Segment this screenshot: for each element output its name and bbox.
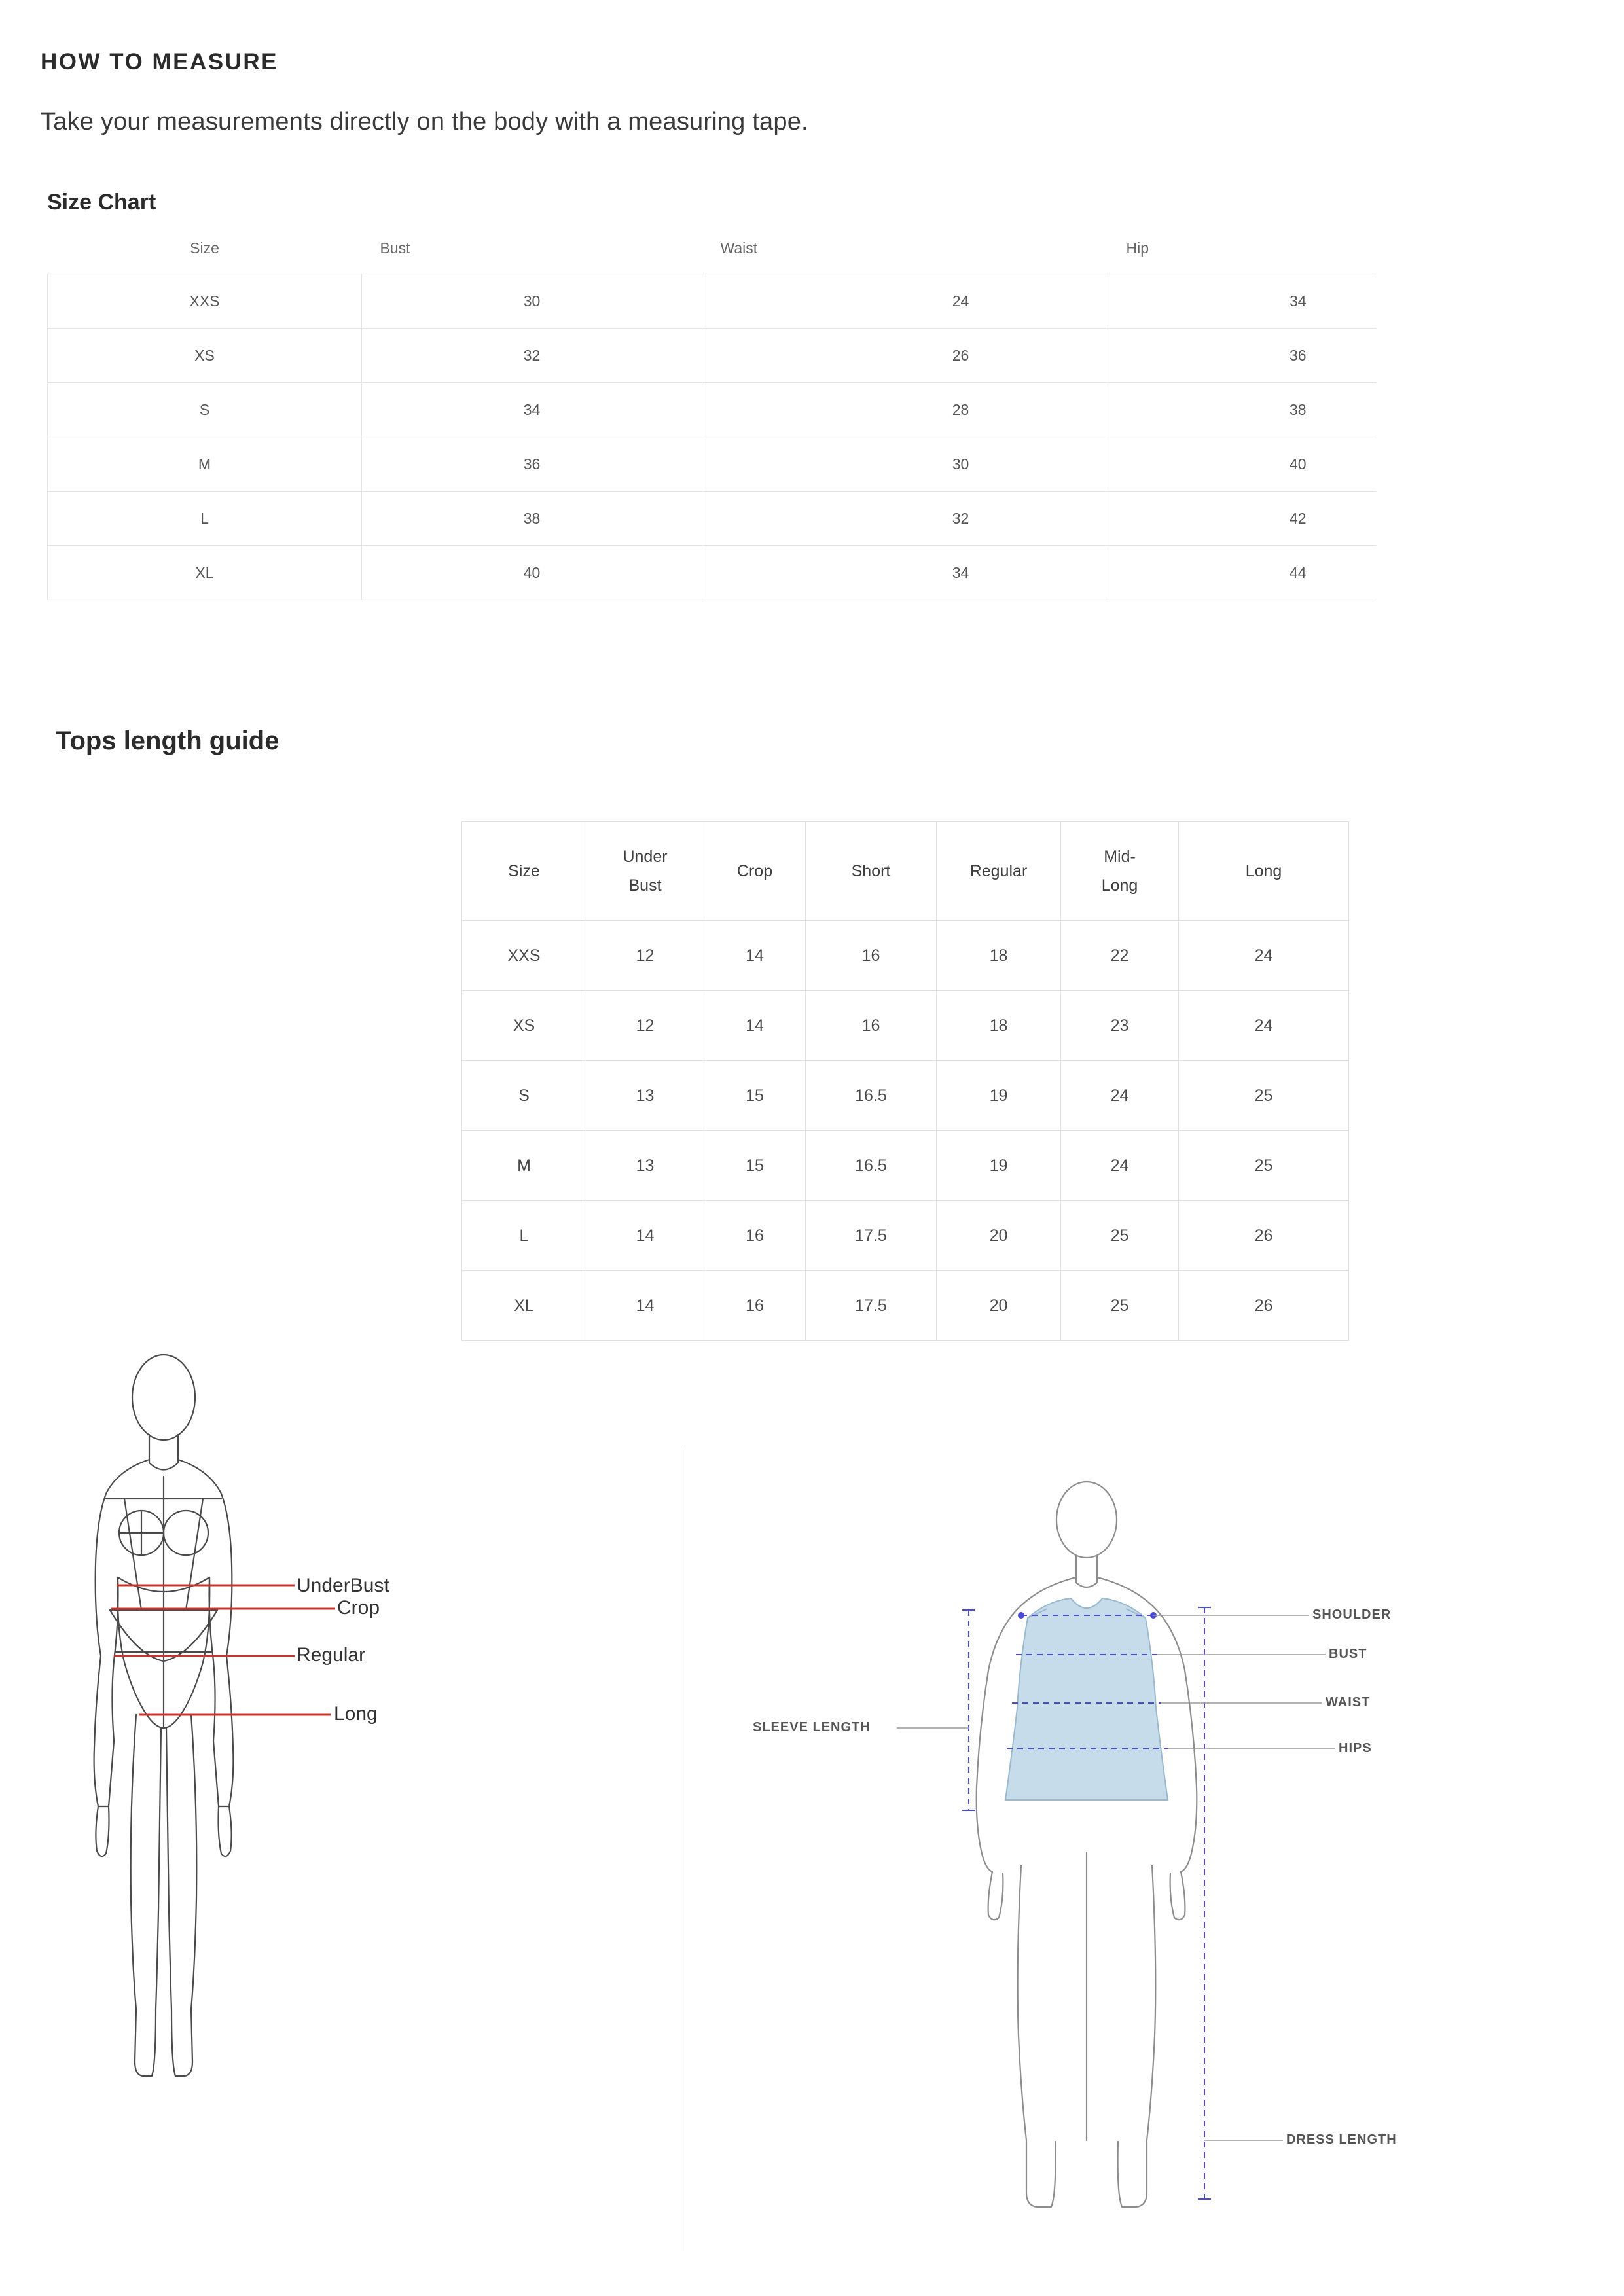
cell-mid-long: 22	[1061, 921, 1179, 991]
cell-hip: 34	[1108, 274, 1377, 329]
label-long: Long	[334, 1703, 378, 1725]
label-waist: WAIST	[1326, 1695, 1371, 1710]
right-arm	[213, 1656, 233, 1806]
female-body-diagram-svg	[79, 1348, 655, 2219]
size-chart-heading: Size Chart	[47, 190, 156, 215]
column-header-mid-long	[1061, 822, 1179, 921]
label-underbust: UnderBust	[297, 1575, 389, 1596]
table-row	[48, 437, 1377, 492]
table-row	[462, 991, 1349, 1061]
table-row	[462, 1271, 1349, 1341]
cell-short: 16.5	[806, 1131, 937, 1201]
cell-hip: 42	[1108, 492, 1377, 546]
cell-size: XL	[462, 1271, 586, 1341]
left-leg-outer	[131, 1715, 136, 2009]
column-header-regular: Regular	[937, 822, 1061, 921]
dress-measure-figure	[681, 1446, 1545, 2251]
cell-under-bust: 13	[586, 1061, 704, 1131]
cell-size: XXS	[48, 274, 362, 329]
cell-waist: 28	[702, 383, 1108, 437]
cell-size: XS	[462, 991, 586, 1061]
torso-right-outline	[178, 1460, 232, 1656]
under-bust-line-1: Under	[623, 848, 668, 866]
figure-divider	[681, 1446, 1545, 2251]
cell-under-bust: 14	[586, 1271, 704, 1341]
cell-long: 26	[1179, 1271, 1349, 1341]
cell-under-bust: 14	[586, 1201, 704, 1271]
cell-bust: 40	[362, 546, 702, 600]
cell-hip: 40	[1108, 437, 1377, 492]
mid-long-line-1: Mid-	[1104, 848, 1136, 866]
head-shape	[132, 1355, 195, 1440]
mid-long-line-2: Long	[1101, 876, 1138, 895]
left-foot	[135, 2009, 156, 2076]
table-row	[48, 274, 1377, 329]
size-chart-table	[47, 223, 1377, 600]
intro-text: Take your measurements directly on the body with a measuring tape.	[41, 108, 808, 135]
label-sleeve-length: SLEEVE LENGTH	[753, 1720, 871, 1734]
cell-long: 24	[1179, 921, 1349, 991]
column-header-crop: Crop	[704, 822, 806, 921]
column-header-hip: Hip	[1108, 223, 1377, 274]
table-row	[48, 383, 1377, 437]
label-crop: Crop	[337, 1597, 380, 1619]
cell-long: 24	[1179, 991, 1349, 1061]
cell-crop: 16	[704, 1271, 806, 1341]
column-header-bust: Bust	[362, 223, 702, 274]
cell-bust: 38	[362, 492, 702, 546]
cell-long: 25	[1179, 1061, 1349, 1131]
table-row	[462, 1131, 1349, 1201]
cell-size: XS	[48, 329, 362, 383]
cell-regular: 20	[937, 1201, 1061, 1271]
cell-crop: 14	[704, 921, 806, 991]
column-header-short: Short	[806, 822, 937, 921]
table-row	[48, 492, 1377, 546]
cell-regular: 18	[937, 921, 1061, 991]
page-title: HOW TO MEASURE	[41, 49, 278, 75]
cell-short: 17.5	[806, 1201, 937, 1271]
label-regular: Regular	[297, 1644, 366, 1666]
label-bust: BUST	[1329, 1647, 1367, 1661]
cell-bust: 32	[362, 329, 702, 383]
cell-crop: 15	[704, 1131, 806, 1201]
cell-long: 25	[1179, 1131, 1349, 1201]
cell-size: M	[462, 1131, 586, 1201]
cell-waist: 26	[702, 329, 1108, 383]
cell-hip: 44	[1108, 546, 1377, 600]
cell-hip: 36	[1108, 329, 1377, 383]
torso-left-outline	[96, 1460, 149, 1656]
cell-mid-long: 25	[1061, 1201, 1179, 1271]
cell-size: M	[48, 437, 362, 492]
table-header-row	[48, 223, 1377, 274]
right-leg-inner	[166, 1728, 171, 2009]
label-shoulder: SHOULDER	[1312, 1607, 1392, 1622]
column-header-under-bust	[586, 822, 704, 921]
cell-bust: 30	[362, 274, 702, 329]
cell-waist: 32	[702, 492, 1108, 546]
cell-size: L	[462, 1201, 586, 1271]
bust-circle-right	[164, 1511, 208, 1555]
cell-regular: 19	[937, 1131, 1061, 1201]
left-arm	[94, 1656, 114, 1806]
cell-short: 17.5	[806, 1271, 937, 1341]
left-hand	[96, 1806, 109, 1856]
tops-length-figure	[79, 1348, 655, 2219]
cell-long: 26	[1179, 1201, 1349, 1271]
cell-under-bust: 13	[586, 1131, 704, 1201]
cell-waist: 30	[702, 437, 1108, 492]
column-header-long: Long	[1179, 822, 1349, 921]
tops-length-guide-table	[461, 821, 1349, 1341]
cell-bust: 34	[362, 383, 702, 437]
tops-length-guide-heading: Tops length guide	[56, 726, 280, 755]
under-bust-line-2: Bust	[628, 876, 662, 895]
cell-regular: 20	[937, 1271, 1061, 1341]
right-leg-outer	[191, 1715, 196, 2009]
left-leg-inner	[156, 1728, 161, 2009]
cell-crop: 16	[704, 1201, 806, 1271]
cell-under-bust: 12	[586, 921, 704, 991]
column-header-size: Size	[462, 822, 586, 921]
cell-size: L	[48, 492, 362, 546]
cell-short: 16.5	[806, 1061, 937, 1131]
cell-under-bust: 12	[586, 991, 704, 1061]
table-row	[462, 1061, 1349, 1131]
cell-regular: 18	[937, 991, 1061, 1061]
cell-size: S	[48, 383, 362, 437]
cell-crop: 14	[704, 991, 806, 1061]
cell-size: S	[462, 1061, 586, 1131]
table-row	[48, 329, 1377, 383]
label-dress-length: DRESS LENGTH	[1286, 2132, 1397, 2147]
cell-waist: 24	[702, 274, 1108, 329]
table-row	[48, 546, 1377, 600]
cell-short: 16	[806, 921, 937, 991]
cell-regular: 19	[937, 1061, 1061, 1131]
column-header-size: Size	[48, 223, 362, 274]
label-hips: HIPS	[1339, 1741, 1372, 1755]
cell-hip: 38	[1108, 383, 1377, 437]
cell-mid-long: 24	[1061, 1061, 1179, 1131]
table-row	[462, 921, 1349, 991]
cell-mid-long: 24	[1061, 1131, 1179, 1201]
table-header-row	[462, 822, 1349, 921]
table-row	[462, 1201, 1349, 1271]
right-hand	[219, 1806, 232, 1856]
cell-short: 16	[806, 991, 937, 1061]
cell-mid-long: 25	[1061, 1271, 1179, 1341]
cell-size: XL	[48, 546, 362, 600]
cell-crop: 15	[704, 1061, 806, 1131]
cell-bust: 36	[362, 437, 702, 492]
cell-waist: 34	[702, 546, 1108, 600]
cell-mid-long: 23	[1061, 991, 1179, 1061]
right-foot	[171, 2009, 192, 2076]
cell-size: XXS	[462, 921, 586, 991]
column-header-waist: Waist	[702, 223, 1108, 274]
